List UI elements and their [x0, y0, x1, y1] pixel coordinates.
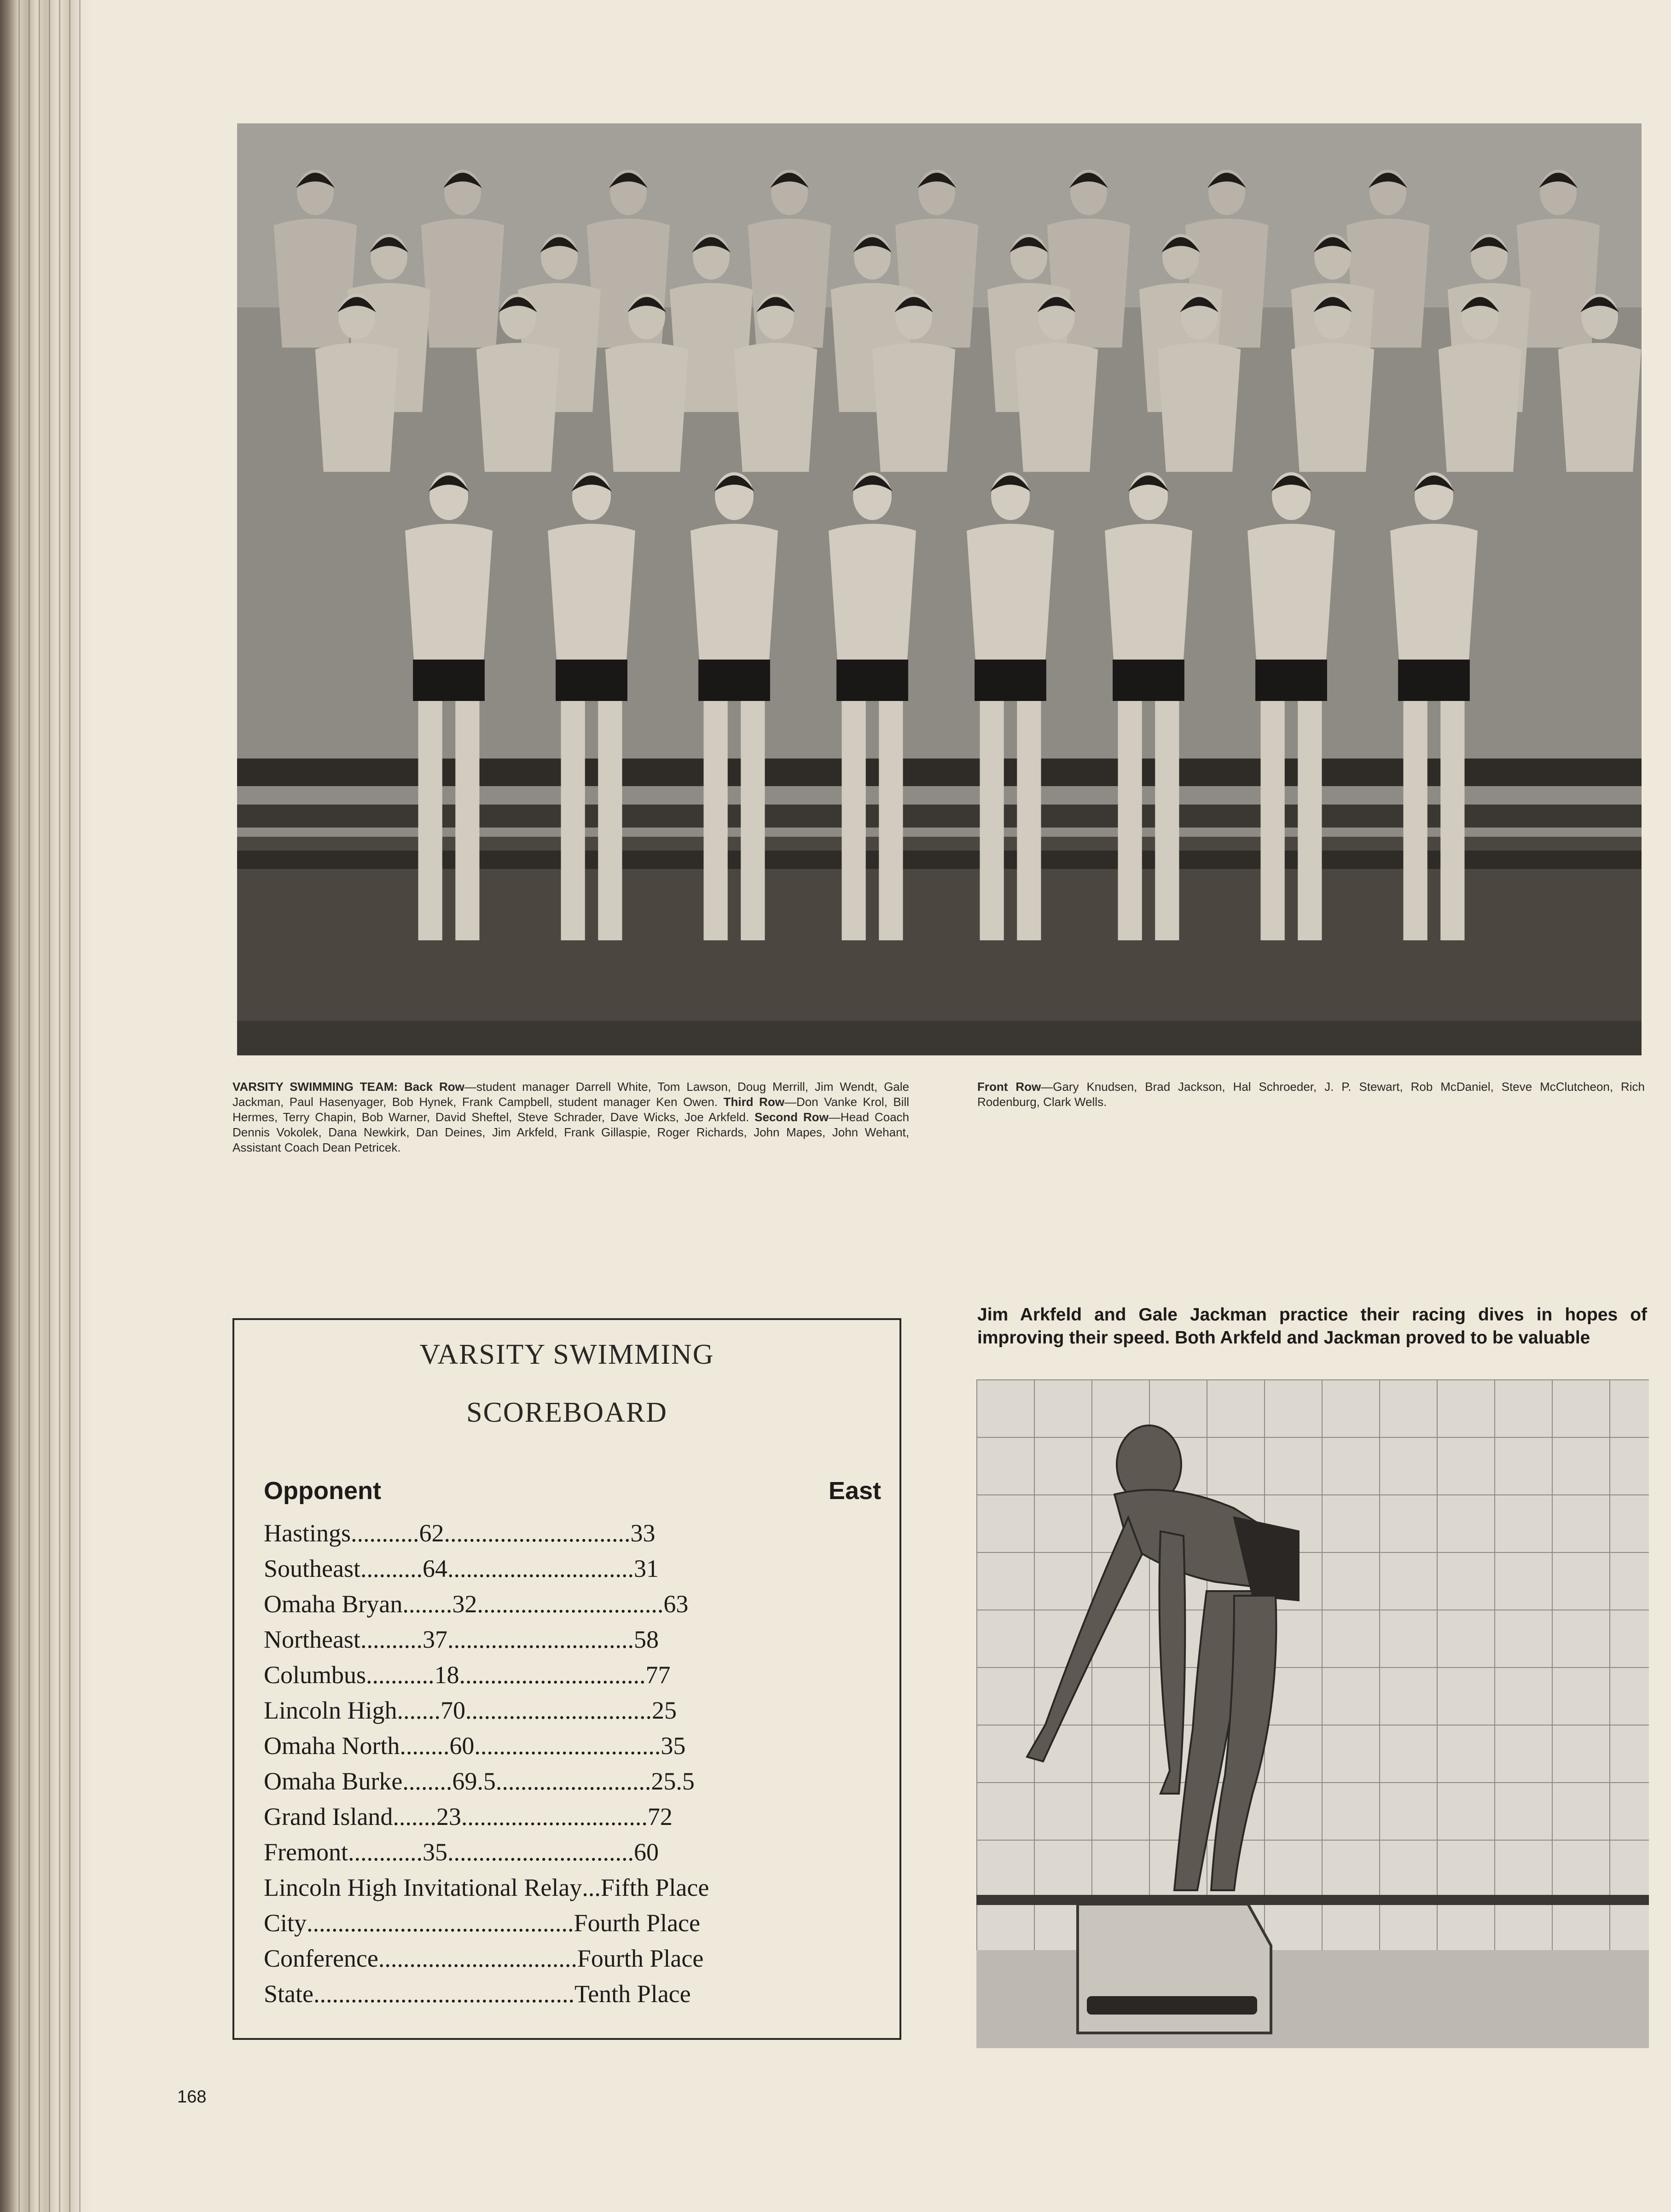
scoreboard-meet-row: [264, 1623, 882, 1656]
scoreboard-box: [232, 1318, 901, 2040]
placement-event: State: [264, 1980, 313, 2008]
meet-opponent: Lincoln High: [264, 1697, 397, 1724]
scoreboard-meet-row: [264, 1730, 882, 1762]
second-row-label: Second Row: [754, 1110, 829, 1124]
third-row-names: —Don Vanke Krol, Bill Hermes, Terry Chapin, Bob Warner, David Sheftel, Steve Schrader, Dave Wicks, Joe Arkfeld.: [232, 1095, 909, 1124]
placement-event: Conference: [264, 1945, 378, 1972]
meet-east-score: 25.5: [651, 1767, 695, 1795]
leader-dots: ..............................: [447, 1555, 634, 1582]
opponent-header: Opponent: [264, 1477, 381, 1505]
meet-opponent-score: 70: [440, 1697, 465, 1724]
scoreboard-meet-row: [264, 1801, 882, 1833]
meet-opponent-score: 37: [422, 1626, 447, 1653]
placement-result: Fourth Place: [574, 1909, 700, 1937]
front-row-names: —Gary Knudsen, Brad Jackson, Hal Schroeder, J. P. Stewart, Rob McDaniel, Steve McClutcheon, Rich Rodenburg, Clark Wells.: [977, 1080, 1645, 1109]
leader-dots: ..........: [360, 1555, 423, 1582]
meet-east-score: 63: [663, 1590, 689, 1618]
scoreboard-title-line2: SCOREBOARD: [466, 1397, 667, 1428]
meet-opponent-score: 62: [419, 1519, 444, 1547]
team-caption-left: [232, 1079, 909, 1155]
meet-opponent-score: 32: [452, 1590, 477, 1618]
scoreboard-meet-row: [264, 1659, 882, 1691]
scoreboard-meet-row: [264, 1694, 882, 1726]
leader-dots: ..............................: [465, 1697, 652, 1724]
meet-east-score: 25: [651, 1697, 677, 1724]
leader-dots: ..............................: [477, 1590, 664, 1618]
leader-dots: ............: [348, 1838, 423, 1866]
leader-dots: ..............................: [447, 1626, 634, 1653]
back-row-names: —student manager Darrell White, Tom Lawson, Doug Merrill, Jim Wendt, Gale Jackman, Paul Hasenyager, Bob Hynek, Frank Campbell, student manager Ken Owen.: [232, 1080, 909, 1109]
scoreboard-title-line1: VARSITY SWIMMING: [419, 1339, 714, 1370]
meet-opponent-score: 60: [449, 1732, 475, 1760]
scoreboard-meet-row: [264, 1517, 882, 1549]
meet-opponent: Grand Island: [264, 1803, 393, 1830]
meet-opponent: Omaha North: [264, 1732, 400, 1760]
placement-event: Lincoln High Invitational Relay: [264, 1874, 582, 1901]
meet-opponent-score: 18: [434, 1661, 459, 1689]
leader-dots: ..............................: [444, 1519, 631, 1547]
meet-opponent: Omaha Burke: [264, 1767, 403, 1795]
meet-opponent: Southeast: [264, 1555, 360, 1582]
leader-dots: ..........................................: [313, 1980, 574, 2008]
leader-dots: ..............................: [461, 1803, 648, 1830]
third-row-label: Third Row: [723, 1095, 784, 1109]
leader-dots: ...........: [366, 1661, 435, 1689]
east-header: East: [828, 1477, 881, 1505]
meet-east-score: 33: [630, 1519, 656, 1547]
placement-result: Tenth Place: [574, 1980, 691, 2008]
meet-opponent: Fremont: [264, 1838, 348, 1866]
meet-opponent: Omaha Bryan: [264, 1590, 403, 1618]
leader-dots: .......: [393, 1803, 436, 1830]
leader-dots: .........................: [495, 1767, 651, 1795]
meet-east-score: 60: [634, 1838, 659, 1866]
scoreboard-meet-row: [264, 1836, 882, 1868]
dive-photo: [976, 1379, 1649, 2048]
scoreboard-meet-row: [264, 1588, 882, 1620]
leader-dots: ................................: [378, 1945, 577, 1972]
meet-east-score: 35: [661, 1732, 686, 1760]
meet-opponent-score: 64: [423, 1555, 447, 1582]
placement-event: City: [264, 1909, 307, 1937]
scoreboard-meet-row: [264, 1765, 882, 1797]
scoreboard-placement-row: [264, 1871, 882, 1904]
leader-dots: ........: [402, 1590, 453, 1618]
scoreboard-meet-row: [264, 1552, 882, 1585]
meet-east-score: 31: [634, 1555, 659, 1582]
scoreboard-placement-row: [264, 1978, 882, 2010]
leader-dots: ........: [402, 1767, 453, 1795]
meet-opponent-score: 69.5: [452, 1767, 496, 1795]
leader-dots: .......: [397, 1697, 441, 1724]
meet-opponent: Hastings: [264, 1519, 351, 1547]
meet-opponent-score: 23: [436, 1803, 461, 1830]
meet-east-score: 58: [633, 1626, 659, 1653]
back-row-label: Back Row: [404, 1080, 464, 1094]
page-number: 168: [177, 2087, 207, 2107]
leader-dots: ..............................: [447, 1838, 634, 1866]
leader-dots: ...........: [351, 1519, 419, 1547]
scoreboard-placement-row: [264, 1942, 882, 1975]
meet-opponent: Northeast: [264, 1626, 360, 1653]
leader-dots: ...........................................: [307, 1909, 574, 1937]
dive-photo-illustration: [976, 1379, 1649, 2048]
team-photo-illustration: [237, 123, 1642, 1055]
meet-opponent-score: 35: [423, 1838, 447, 1866]
leader-dots: ..............................: [459, 1661, 646, 1689]
leader-dots: ...: [582, 1874, 601, 1901]
leader-dots: ........: [400, 1732, 450, 1760]
team-caption-right: [977, 1079, 1645, 1110]
page-edges: [18, 0, 87, 2212]
team-photo: [237, 123, 1642, 1055]
meet-east-score: 77: [645, 1661, 671, 1689]
meet-east-score: 72: [647, 1803, 673, 1830]
front-row-label: Front Row: [977, 1080, 1041, 1094]
leader-dots: ..............................: [474, 1732, 661, 1760]
dive-photo-caption: Jim Arkfeld and Gale Jackman practice their racing dives in hopes of improving their speed. Both Arkfeld and Jackman proved to be valuable: [977, 1305, 1647, 1348]
placement-result: Fifth Place: [600, 1874, 709, 1901]
meet-opponent: Columbus: [264, 1661, 366, 1689]
scoreboard-placement-row: [264, 1907, 882, 1939]
second-row-names: —Head Coach Dennis Vokolek, Dana Newkirk, Dan Deines, Jim Arkfeld, Frank Gillaspie, Roger Richards, John Mapes, John Wehant, Assistant Coach Dean Petricek.: [232, 1110, 909, 1154]
placement-result: Fourth Place: [577, 1945, 704, 1972]
team-caption-heading: VARSITY SWIMMING TEAM:: [232, 1080, 398, 1094]
leader-dots: ..........: [360, 1626, 423, 1653]
book-binding: [0, 0, 92, 2212]
